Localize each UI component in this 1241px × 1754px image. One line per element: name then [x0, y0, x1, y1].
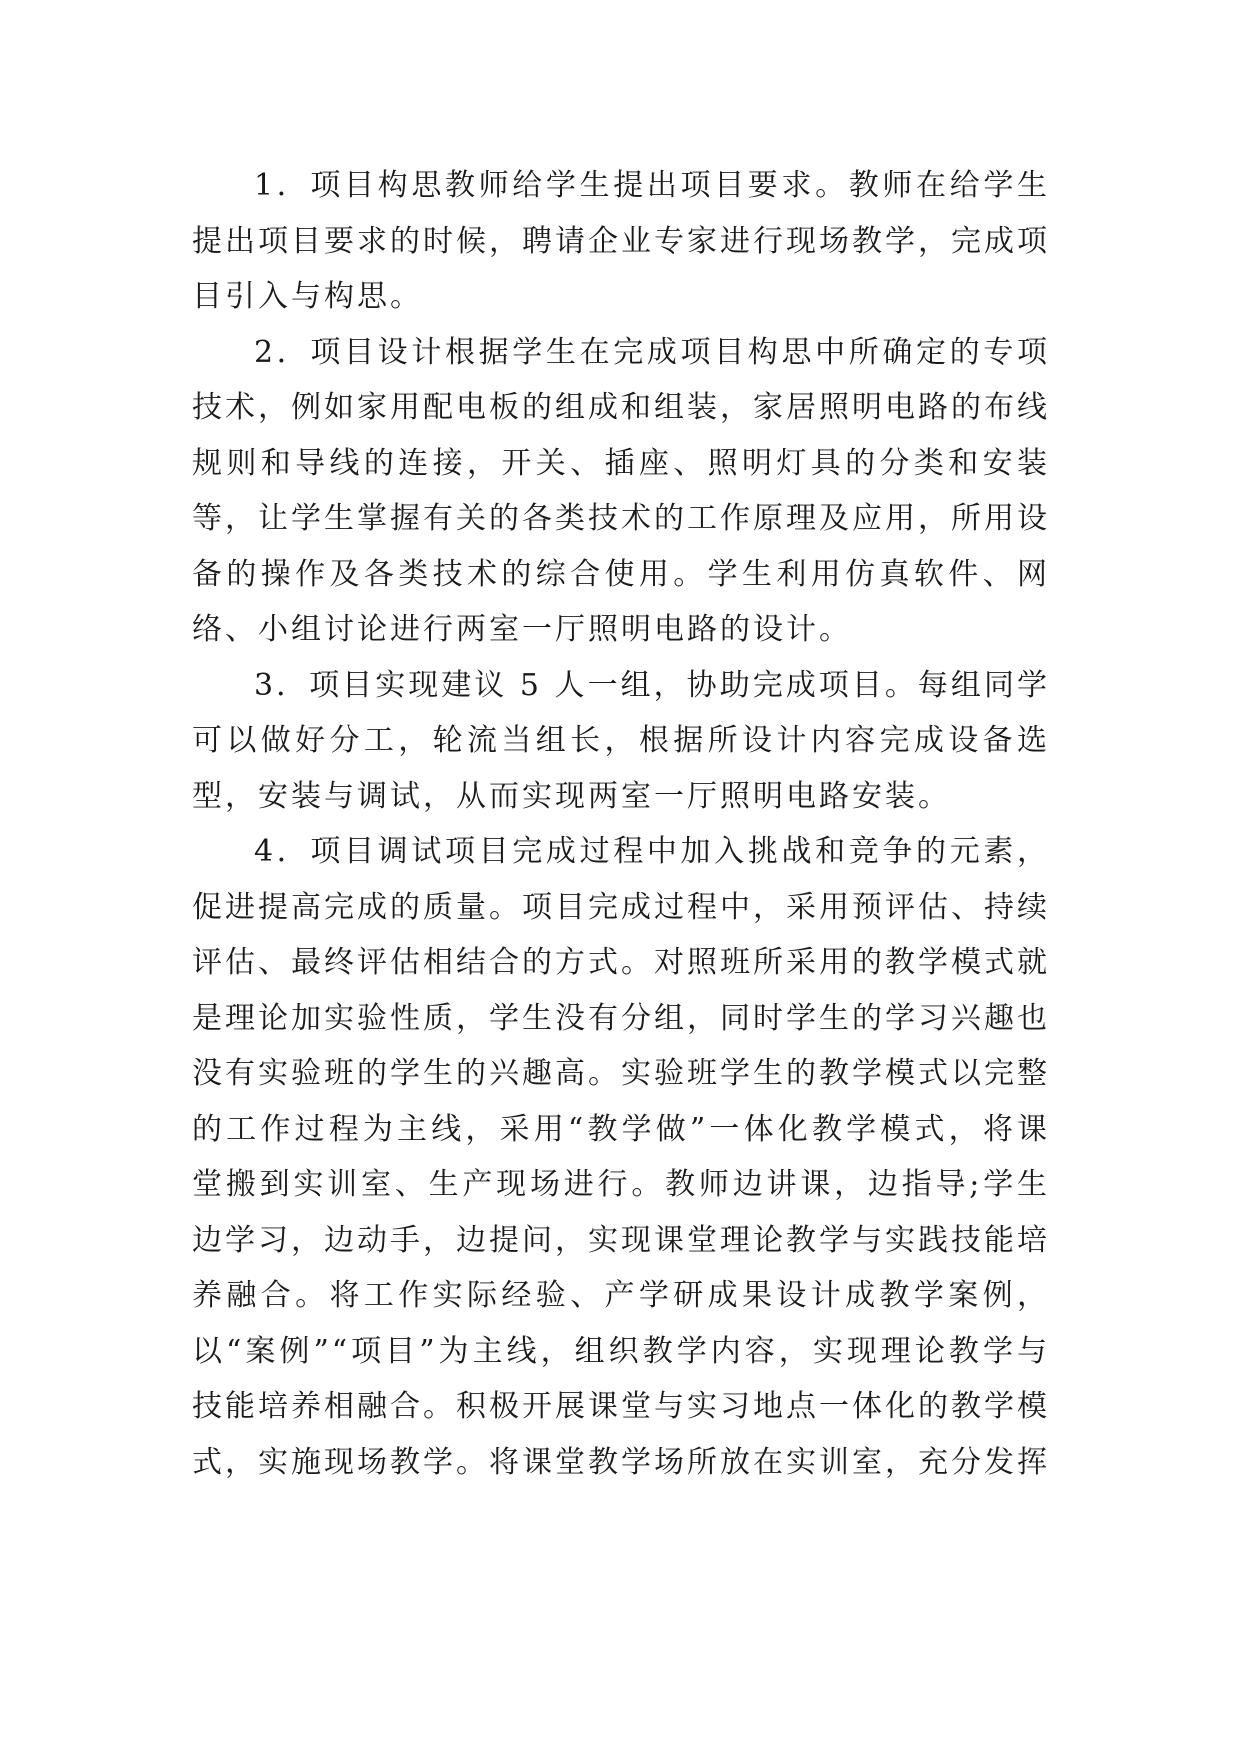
paragraph-project-debugging: 4．项目调试项目完成过程中加入挑战和竞争的元素，促进提高完成的质量。项目完成过程中，采用预评估、持续评估、最终评估相结合的方式。对照班所采用的教学模式就是理论加实验性质，学生没有分组，同时学生的学习兴趣也没有实验班的学生的兴趣高。实验班学生的教学模式以完整的工作过程为主线，采用“教学做”一体化教学模式，将课堂搬到实训室、生产现场进行。教师边讲课，边指导;学生边学习，边动手，边提问，实现课堂理论教学与实践技能培养融合。将工作实际经验、产学研成果设计成教学案例，以“案例”“项目”为主线，组织教学内容，实现理论教学与技能培养相融合。积极开展课堂与实习地点一体化的教学模式，实施现场教学。将课堂教学场所放在实训室，充分发挥	[192, 834, 1050, 1480]
paragraph-project-design: 2．项目设计根据学生在完成项目构思中所确定的专项技术，例如家用配电板的组成和组装，家居照明电路的布线规则和导线的连接，开关、插座、照明灯具的分类和安装等，让学生掌握有关的各类技术的工作原理及应用，所用设备的操作及各类技术的综合使用。学生利用仿真软件、网络、小组讨论进行两室一厅照明电路的设计。	[192, 334, 1050, 647]
paragraph-project-implementation: 3．项目实现建议 5 人一组，协助完成项目。每组同学可以做好分工，轮流当组长，根据所设计内容完成设备选型，安装与调试，从而实现两室一厅照明电路安装。	[192, 667, 1050, 814]
document-body	[192, 158, 1050, 1490]
paragraph-project-concept: 1．项目构思教师给学生提出项目要求。教师在给学生提出项目要求的时候，聘请企业专家进行现场教学，完成项目引入与构思。	[192, 168, 1050, 314]
